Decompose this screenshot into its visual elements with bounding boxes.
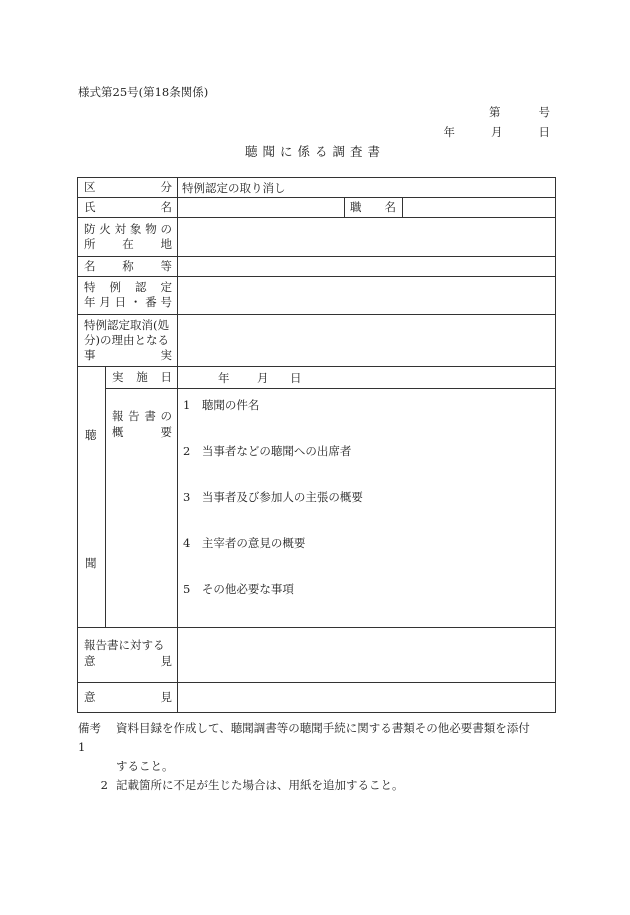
- certification-label-line1: 特 例 認 定: [84, 280, 172, 294]
- location-label-line1: 防 火 対 象 物 の: [84, 222, 172, 236]
- facility-name-label: 名 称 等: [84, 259, 172, 273]
- date-year: 年: [443, 125, 455, 139]
- doc-number-suffix: 号: [538, 105, 550, 119]
- location-label-line2: 所 在 地: [84, 237, 172, 251]
- summary-item-claims: 3 当事者及び参加人の主張の概要: [183, 490, 363, 504]
- summary-label-line2: 概 要: [112, 425, 172, 439]
- document-date: [444, 124, 551, 140]
- reason-label-line2: 分)の理由となる: [84, 333, 169, 347]
- document-number: [489, 104, 550, 120]
- report-opinion-label-line1: 報告書に対する: [84, 638, 165, 652]
- remarks-head: 備考1: [78, 721, 101, 754]
- name-label: 氏 名: [84, 200, 172, 214]
- date-day: 日: [538, 125, 550, 139]
- hearing-label-bottom: 聞: [85, 556, 97, 570]
- summary-item-case-name: 1 聴聞の件名: [183, 398, 260, 412]
- position-label: 職 名: [350, 200, 396, 214]
- document-title: 聴聞に係る調査書: [244, 144, 385, 159]
- date-held-month: 月: [257, 371, 269, 385]
- summary-item-attendees: 2 当事者などの聴聞への出席者: [183, 444, 352, 458]
- investigation-table: [77, 177, 556, 712]
- date-held-year: 年: [218, 371, 230, 385]
- date-held-label: 実 施 日: [112, 370, 172, 384]
- reason-label-line3: 事 実: [84, 348, 172, 362]
- hearing-label-top: 聴: [85, 428, 97, 442]
- summary-item-presider-opinion: 4 主宰者の意見の概要: [183, 536, 306, 550]
- remark-2-text: 記載箇所に不足が生じた場合は、用紙を追加すること。: [116, 778, 404, 792]
- remark-2-number: 2: [100, 778, 108, 792]
- remark-1-line2: すること。: [116, 759, 174, 773]
- date-month: 月: [491, 125, 503, 139]
- report-opinion-label-line2: 意 見: [84, 654, 172, 668]
- opinion-label: 意 見: [84, 690, 172, 704]
- category-value: 特例認定の取り消し: [182, 181, 286, 195]
- summary-item-other: 5 その他必要な事項: [183, 582, 294, 596]
- certification-label-line2: 年 月 日 ・ 番 号: [84, 295, 172, 309]
- date-held-day: 日: [290, 371, 302, 385]
- category-label: 区 分: [84, 180, 172, 194]
- doc-number-prefix: 第: [489, 105, 501, 119]
- remarks: [78, 719, 558, 795]
- reason-label-line1: 特例認定取消(処: [84, 318, 169, 332]
- form-number: 様式第25号(第18条関係): [78, 85, 209, 99]
- summary-label-line1: 報 告 書 の: [112, 409, 172, 423]
- remark-1-line1: 資料目録を作成して、聴聞調書等の聴聞手続に関する書類その他必要書類を添付: [116, 721, 530, 735]
